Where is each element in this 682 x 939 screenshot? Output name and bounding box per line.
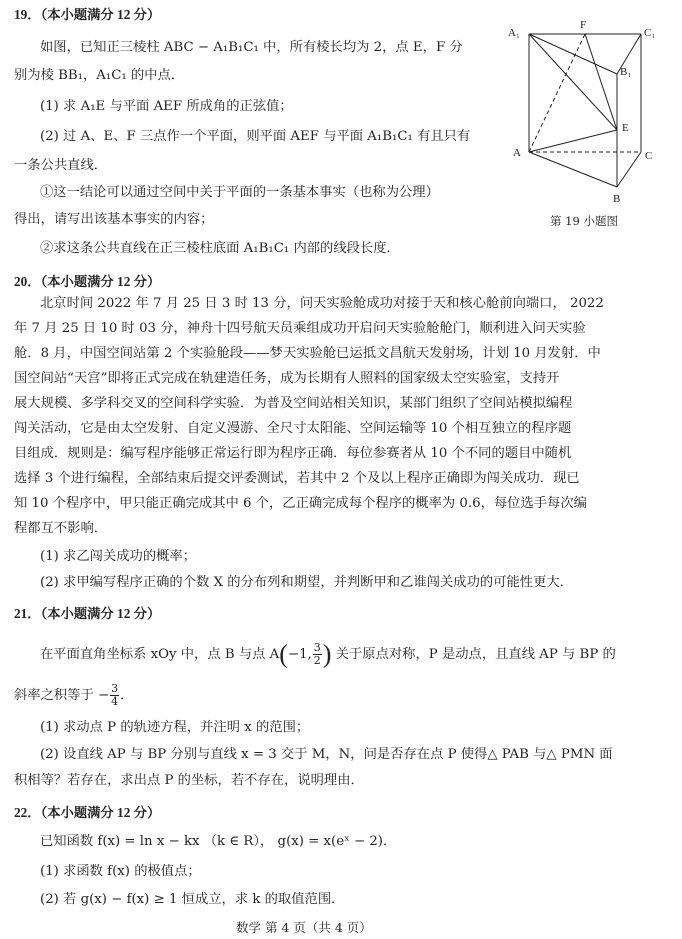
- q20-para-line: 目组成．规则是：编写程序能够正常运行即为程序正确．每位参赛者从 10 个不同的题目中随机: [14, 446, 572, 461]
- q20-para-line: 展大规模、多学科交叉的空间科学实验．为普及空间站相关知识，某部门组织了空间站模拟编程: [14, 396, 573, 411]
- q20-para-line: 选择 3 个进行编程，全部结束后提交评委测试，若其中 2 个及以上程序正确即为闯关成功．现已: [14, 471, 580, 486]
- q20-heading: 20．（本小题满分 12 分）: [14, 274, 161, 289]
- label-c: C: [645, 150, 653, 162]
- q19-sub-1: (1) 求 A₁E 与平面 AEF 所成角的正弦值；: [40, 99, 293, 114]
- q20-para-line: 闯关活动，它是由太空发射、自定义漫游、全尺寸太阳能、空间运输等 10 个相互独立的程序题: [14, 421, 572, 436]
- q19-sub-2: (2) 过 A、E、F 三点作一个平面，则平面 AEF 与平面 A₁B₁C₁ 有且只有: [40, 129, 471, 144]
- q21-line-2: 斜率之积等于 − $\frac{3}{4}$ ．: [14, 682, 134, 708]
- label-a: A: [513, 147, 521, 159]
- q21-sub-2-cont: 积相等？若存在，求出点 P 的坐标，若不存在，说明理由．: [14, 773, 364, 788]
- q20-para-line: 知 10 个程序中，甲只能正确完成其中 6 个，乙正确完成每个程序的概率为 0.6，每位选手每次编: [14, 496, 587, 511]
- q20-para-line: 北京时间 2022 年 7 月 25 日 3 时 13 分，问天实验舱成功对接于天和核心舱前向端口， 2022: [40, 296, 604, 311]
- q20-para-line: 舱．8 月，中国空间站第 2 个实验舱段——梦天实验舱已运抵文昌航天发射场，计划 10 月发射．中: [14, 346, 601, 361]
- q19-line-5: 一条公共直线．: [14, 158, 108, 173]
- fraction-3-2: $\frac{3}{2}$: [313, 641, 321, 667]
- label-f: F: [580, 19, 587, 31]
- q20-para-line: 国空间站“天宫”即将正式完成在轨建造任务，成为长期有人照料的国家级太空实验室，支持开: [14, 371, 560, 386]
- q19-item-2: ②求这条公共直线在正三棱柱底面 A₁B₁C₁ 内部的线段长度．: [40, 241, 400, 256]
- prism-figure: [505, 12, 675, 212]
- q19-item-1: ①这一结论可以通过空间中关于平面的一条基本事实（也称为公理）: [40, 185, 439, 200]
- label-a1: A₁: [508, 27, 520, 39]
- q19-line-1: 如图，已知正三棱柱 ABC − A₁B₁C₁ 中，所有棱长均为 2，点 E，F 分: [40, 40, 463, 55]
- edge-b-c: [617, 152, 641, 187]
- q21-line-1: 在平面直角坐标系 xOy 中，点 B 与点 A(−1, $\frac{3}{2}$ ) 关于原点对称，P 是动点，且直线 AP 与 BP 的: [40, 639, 616, 669]
- q19-heading: 19．（本小题满分 12 分）: [14, 7, 161, 22]
- q19-line-2: 别为棱 BB₁，A₁C₁ 的中点．: [14, 68, 185, 83]
- q21-line-1-end: 关于原点对称，P 是动点，且直线 AP 与 BP 的: [335, 647, 616, 662]
- q20-sub-1: (1) 求乙闯关成功的概率；: [40, 549, 197, 564]
- q20-para-line: 程都互不影响．: [14, 521, 108, 536]
- edge-a1-b1: [529, 34, 617, 74]
- edge-a-b: [529, 152, 617, 187]
- q20-sub-2: (2) 求甲编写程序正确的个数 X 的分布列和期望，并判断甲和乙谁闯关成功的可能性更大．: [40, 575, 573, 590]
- edge-a1-e: [529, 34, 617, 130]
- q21-point-x: −1,: [287, 647, 312, 662]
- label-b1: B₁: [620, 66, 632, 78]
- q19-line-7: 得出，请写出该基本事实的内容；: [14, 212, 214, 227]
- q21-line-1-start: 在平面直角坐标系 xOy 中，点 B 与点 A: [40, 647, 280, 662]
- page-footer: 数学 第 4 页（共 4 页）: [236, 920, 372, 935]
- label-c1: C₁: [644, 27, 656, 39]
- q22-sub-1: (1) 求函数 f(x) 的极值点；: [40, 864, 201, 879]
- fraction-3-4: $\frac{3}{4}$: [111, 682, 119, 708]
- q22-sub-2: (2) 若 g(x) − f(x) ≥ 1 恒成立，求 k 的取值范围．: [40, 892, 345, 907]
- q22-line-1: 已知函数 f(x) = ln x − kx （k ∈ R）， g(x) = x(eˣ − 2)．: [40, 834, 397, 849]
- figure-caption: 第 19 小题图: [550, 214, 618, 228]
- q20-para-line: 年 7 月 25 日 10 时 03 分，神舟十四号航天员乘组成功开启问天实验舱舱门，顺利进入问天实验: [14, 321, 586, 336]
- label-e: E: [622, 122, 629, 134]
- label-b: B: [613, 193, 621, 205]
- q22-heading: 22．（本小题满分 12 分）: [14, 805, 161, 820]
- edge-a-e: [529, 130, 617, 152]
- edge-f-e: [585, 34, 617, 130]
- edge-a-f-hidden: [529, 34, 585, 152]
- q21-sub-2: (2) 设直线 AP 与 BP 分别与直线 x = 3 交于 M，N，问是否存在点 P 使得△ PAB 与△ PMN 面: [40, 747, 613, 762]
- q21-heading: 21．（本小题满分 12 分）: [14, 606, 161, 621]
- q21-sub-1: (1) 求动点 P 的轨迹方程，并注明 x 的范围；: [40, 720, 310, 735]
